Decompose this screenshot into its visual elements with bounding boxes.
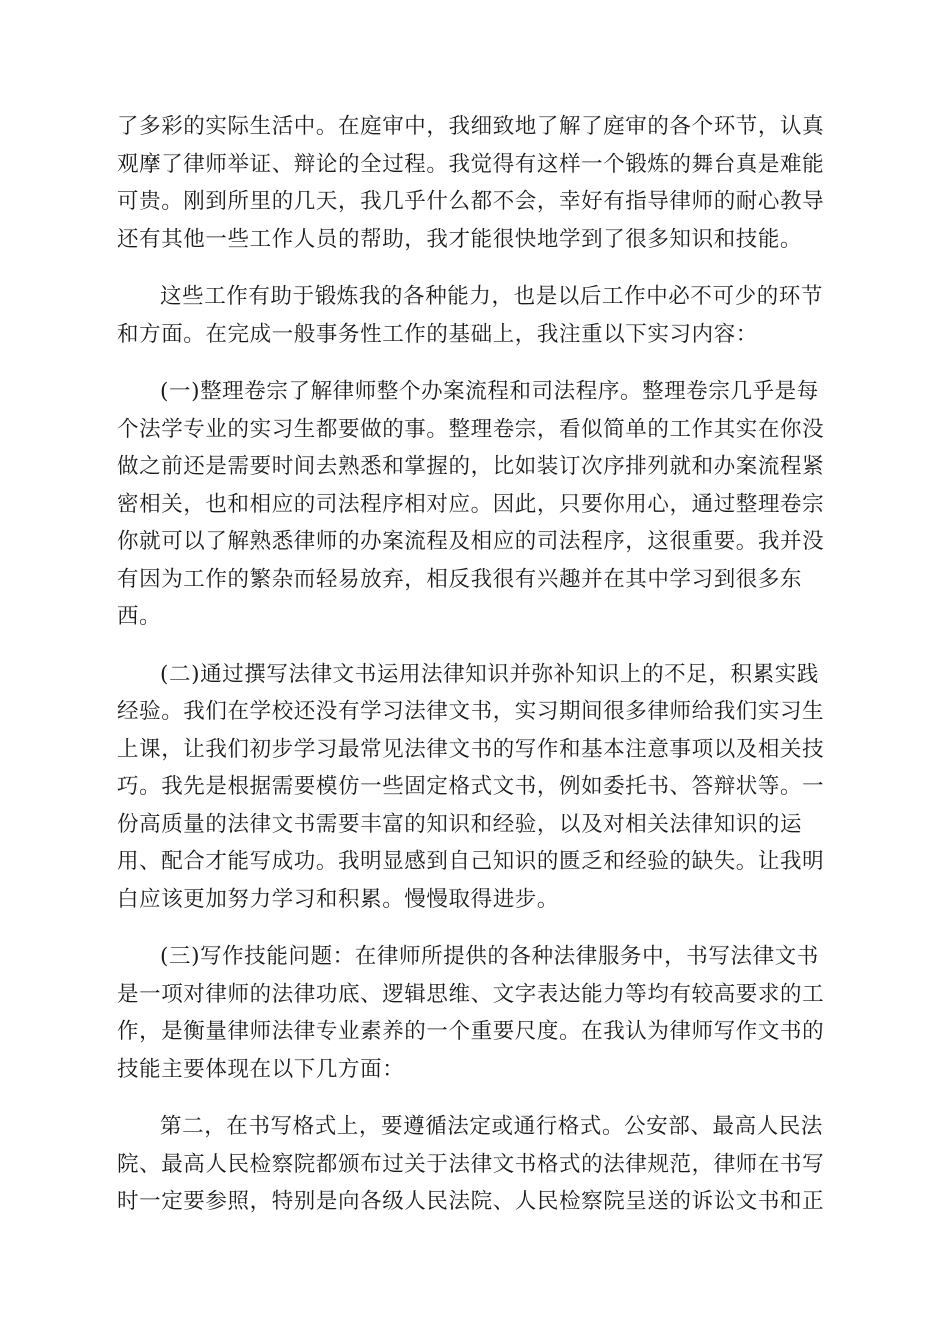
text-line: 个法学专业的实习生都要做的事。整理卷宗，看似简单的工作其实在你没 bbox=[117, 417, 825, 442]
text-line: 巧。我先是根据需要模仿一些固定格式文书，例如委托书、答辩状等。一 bbox=[117, 774, 825, 799]
text-line: 和方面。在完成一般事务性工作的基础上，我注重以下实习内容： bbox=[117, 322, 758, 347]
text-line: (一)整理卷宗了解律师整个办案流程和司法程序。整理卷宗几乎是每 bbox=[160, 379, 819, 404]
text-line: 你就可以了解熟悉律师的办案流程及相应的司法程序，这很重要。我并没 bbox=[117, 529, 825, 554]
text-line: 这些工作有助于锻炼我的各种能力，也是以后工作中必不可少的环节 bbox=[160, 284, 824, 309]
text-line: 西。 bbox=[117, 604, 162, 629]
text-line: 第二，在书写格式上，要遵循法定或通行格式。公安部、最高人民法 bbox=[160, 1114, 824, 1139]
text-line: 院、最高人民检察院都颁布过关于法律文书格式的法律规范，律师在书写 bbox=[117, 1152, 825, 1177]
text-line: 是一项对律师的法律功底、逻辑思维、文字表达能力等均有较高要求的工 bbox=[117, 982, 825, 1007]
text-line: (二)通过撰写法律文书运用法律知识并弥补知识上的不足，积累实践 bbox=[160, 662, 819, 687]
text-line: 上课，让我们初步学习最常见法律文书的写作和基本注意事项以及相关技 bbox=[117, 737, 825, 762]
text-line: 技能主要体现在以下几方面： bbox=[117, 1057, 405, 1082]
text-line: 观摩了律师举证、辩论的全过程。我觉得有这样一个锻炼的舞台真是难能 bbox=[117, 152, 825, 177]
text-line: 份高质量的法律文书需要丰富的知识和经验，以及对相关法律知识的运 bbox=[117, 812, 803, 837]
text-line: 用、配合才能写成功。我明显感到自己知识的匮乏和经验的缺失。让我明 bbox=[117, 849, 825, 874]
text-line: 时一定要参照，特别是向各级人民法院、人民检察院呈送的诉讼文书和正 bbox=[117, 1189, 825, 1214]
text-line: 有因为工作的繁杂而轻易放弃，相反我很有兴趣并在其中学习到很多东 bbox=[117, 567, 803, 592]
text-line: 经验。我们在学校还没有学习法律文书，实习期间很多律师给我们实习生 bbox=[117, 699, 825, 724]
text-line: 了多彩的实际生活中。在庭审中，我细致地了解了庭审的各个环节，认真 bbox=[117, 114, 825, 139]
text-line: 作，是衡量律师法律专业素养的一个重要尺度。在我认为律师写作文书的 bbox=[117, 1019, 825, 1044]
text-line: (三)写作技能问题：在律师所提供的各种法律服务中，书写法律文书 bbox=[160, 944, 819, 969]
text-line: 还有其他一些工作人员的帮助，我才能很快地学到了很多知识和技能。 bbox=[117, 227, 803, 252]
text-line: 可贵。刚到所里的几天，我几乎什么都不会，幸好有指导律师的耐心教导 bbox=[117, 189, 825, 214]
text-line: 白应该更加努力学习和积累。慢慢取得进步。 bbox=[117, 887, 560, 912]
text-line: 做之前还是需要时间去熟悉和掌握的，比如装订次序排列就和办案流程紧 bbox=[117, 454, 825, 479]
text-line: 密相关，也和相应的司法程序相对应。因此，只要你用心，通过整理卷宗 bbox=[117, 492, 825, 517]
